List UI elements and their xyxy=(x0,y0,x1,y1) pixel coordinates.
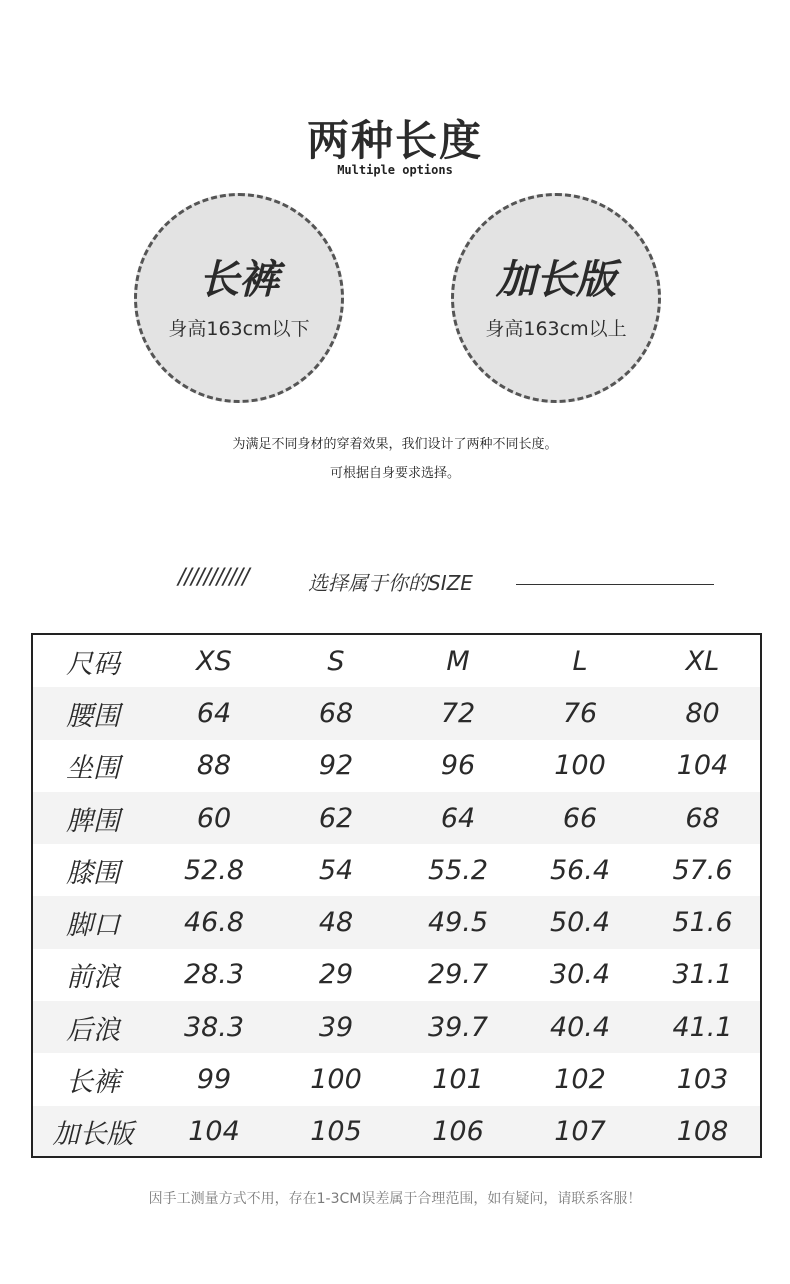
size-section-label: 选择属于你的SIZE xyxy=(308,571,473,595)
table-cell: 52.8 xyxy=(183,854,245,886)
table-cell: 62 xyxy=(275,792,397,844)
table-cell: 106 xyxy=(397,1106,519,1158)
table-row xyxy=(33,1106,762,1158)
table-row xyxy=(33,896,762,948)
table-header-cell: M xyxy=(446,645,470,677)
table-cell: 99 xyxy=(196,1064,232,1096)
table-header-cell: S xyxy=(327,645,345,677)
option-note: 身高163cm以上 xyxy=(485,318,627,340)
size-table xyxy=(31,633,762,1158)
table-cell: 29 xyxy=(318,959,354,991)
option-circle-regular xyxy=(134,193,344,403)
table-cell: 31.1 xyxy=(672,959,733,991)
table-cell: 107 xyxy=(519,1106,641,1158)
divider-line xyxy=(516,584,714,585)
table-cell: 膝围 xyxy=(66,857,120,889)
table-cell: 104 xyxy=(153,1106,275,1158)
table-row xyxy=(33,687,762,739)
table-cell: 96 xyxy=(440,750,476,782)
table-cell: 104 xyxy=(676,750,729,782)
table-cell: 100 xyxy=(554,750,606,782)
table-cell: 76 xyxy=(519,687,641,739)
table-cell: 长裤 xyxy=(66,1067,120,1099)
table-cell: 103 xyxy=(676,1064,729,1096)
table-cell: 54 xyxy=(318,854,354,886)
table-cell: 30.4 xyxy=(549,959,611,991)
table-row xyxy=(33,1001,762,1053)
table-cell: 脚口 xyxy=(33,896,153,948)
size-section-header xyxy=(0,565,790,595)
table-header-cell: XL xyxy=(685,645,720,677)
table-row xyxy=(33,740,762,792)
description-line-2: 可根据自身要求选择。 xyxy=(329,466,460,481)
table-row xyxy=(33,1053,762,1105)
table-cell: 41.1 xyxy=(641,1001,762,1053)
table-cell: 100 xyxy=(310,1064,362,1096)
option-name: 加长版 xyxy=(496,257,616,303)
description-line-1: 为满足不同身材的穿着效果，我们设计了两种不同长度。 xyxy=(232,437,558,452)
table-cell: 后浪 xyxy=(33,1001,153,1053)
table-cell: 101 xyxy=(432,1064,484,1096)
table-cell: 29.7 xyxy=(427,959,489,991)
table-cell: 105 xyxy=(275,1106,397,1158)
table-cell: 56.4 xyxy=(549,854,611,886)
table-cell: 51.6 xyxy=(641,896,762,948)
table-cell: 49.5 xyxy=(397,896,519,948)
table-cell: 57.6 xyxy=(672,854,733,886)
table-cell: 46.8 xyxy=(153,896,275,948)
table-cell: 66 xyxy=(519,792,641,844)
page-subtitle: Multiple options xyxy=(337,163,453,177)
table-cell: 68 xyxy=(641,792,762,844)
option-note: 身高163cm以下 xyxy=(168,318,310,340)
table-cell: 坐围 xyxy=(66,753,120,785)
table-row xyxy=(33,949,762,1001)
decorative-slashes: /////////// xyxy=(178,565,249,590)
table-cell: 80 xyxy=(641,687,762,739)
page-title: 两种长度 xyxy=(306,116,483,165)
table-cell: 88 xyxy=(196,750,232,782)
footer-note: 因手工测量方式不用，存在1-3CM误差属于合理范围，如有疑问，请联系客服！ xyxy=(148,1191,642,1207)
option-circle-long xyxy=(451,193,661,403)
table-cell: 38.3 xyxy=(153,1001,275,1053)
table-cell: 55.2 xyxy=(427,854,489,886)
table-cell: 39 xyxy=(275,1001,397,1053)
table-cell: 脾围 xyxy=(33,792,153,844)
table-cell: 64 xyxy=(397,792,519,844)
table-header-cell: L xyxy=(572,645,588,677)
table-cell: 108 xyxy=(641,1106,762,1158)
table-cell: 68 xyxy=(275,687,397,739)
table-header-cell: XS xyxy=(196,645,232,677)
table-cell: 50.4 xyxy=(519,896,641,948)
table-cell: 102 xyxy=(554,1064,606,1096)
table-header-cell: 尺码 xyxy=(66,648,120,680)
table-cell: 60 xyxy=(153,792,275,844)
table-cell: 前浪 xyxy=(66,962,120,994)
table-cell: 40.4 xyxy=(519,1001,641,1053)
table-cell: 64 xyxy=(153,687,275,739)
table-cell: 腰围 xyxy=(33,687,153,739)
option-name: 长裤 xyxy=(199,257,279,303)
table-cell: 92 xyxy=(318,750,354,782)
table-cell: 48 xyxy=(275,896,397,948)
table-cell: 28.3 xyxy=(183,959,245,991)
table-cell: 72 xyxy=(397,687,519,739)
table-row xyxy=(33,792,762,844)
table-row xyxy=(33,844,762,896)
table-cell: 39.7 xyxy=(397,1001,519,1053)
table-cell: 加长版 xyxy=(33,1106,153,1158)
table-header-row xyxy=(33,635,762,687)
